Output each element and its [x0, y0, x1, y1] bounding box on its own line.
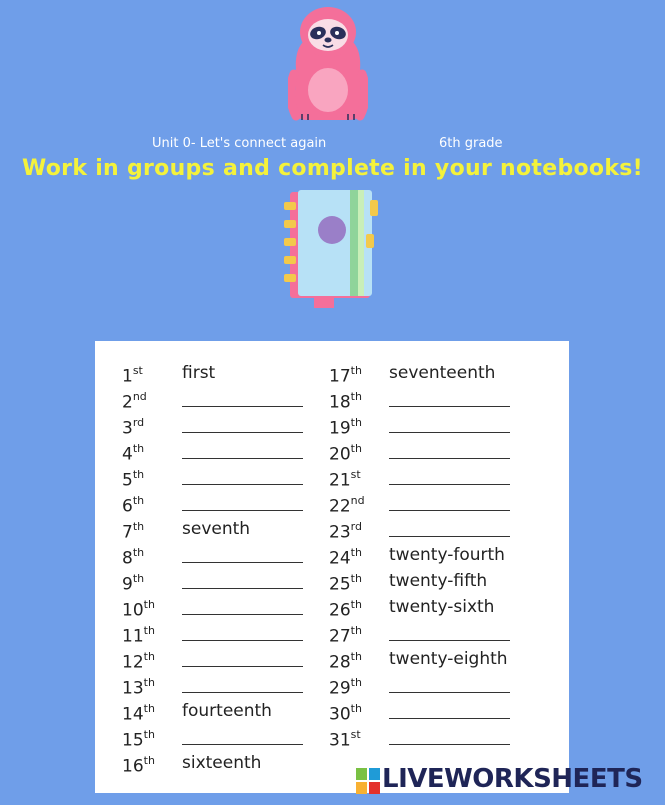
ordinal-number	[329, 677, 362, 699]
answer-blank[interactable]	[389, 406, 510, 407]
answer-blank[interactable]	[389, 510, 510, 511]
ordinal-suffix: th	[132, 572, 145, 585]
ordinal-number	[329, 703, 362, 725]
ordinal-digits: 9	[122, 574, 133, 595]
ordinal-suffix: th	[350, 364, 362, 377]
ordinal-suffix: th	[143, 728, 155, 741]
ordinal-number	[122, 521, 144, 543]
ordinal-suffix: th	[350, 650, 362, 663]
answer-blank[interactable]	[182, 666, 303, 667]
ordinal-row	[326, 671, 556, 697]
ordinal-number	[122, 573, 144, 595]
ordinal-digits: 16	[122, 756, 144, 777]
ordinal-word: twenty-eighth	[389, 649, 508, 669]
answer-blank[interactable]	[182, 614, 303, 615]
ordinal-number	[122, 651, 155, 673]
sloth-illustration	[288, 4, 368, 122]
ordinal-number	[329, 391, 362, 413]
ordinal-word: seventeenth	[389, 363, 496, 383]
ordinal-digits: 26	[329, 600, 351, 621]
ordinal-row	[326, 515, 556, 541]
ordinal-digits: 27	[329, 626, 351, 647]
answer-blank[interactable]	[389, 744, 510, 745]
ordinal-row	[326, 541, 556, 567]
ordinal-row	[119, 463, 349, 489]
ordinal-row	[326, 411, 556, 437]
ordinal-digits: 1	[122, 366, 133, 387]
ordinal-digits: 3	[122, 418, 133, 439]
left-ordinal-column	[119, 359, 349, 775]
ordinal-suffix: th	[132, 494, 145, 507]
ordinal-digits: 13	[122, 678, 144, 699]
instruction-heading: Work in groups and complete in your notebooks!	[21, 156, 643, 181]
ordinal-suffix: th	[132, 442, 145, 455]
ordinal-digits: 2	[122, 392, 133, 413]
ordinal-suffix: th	[350, 442, 362, 455]
ordinal-digits: 21	[329, 470, 351, 491]
ordinal-digits: 20	[329, 444, 351, 465]
ordinal-number	[122, 625, 155, 647]
ordinal-number	[329, 443, 362, 465]
liveworksheets-logo-icon	[356, 768, 380, 794]
ordinal-digits: 4	[122, 444, 133, 465]
ordinal-suffix: th	[350, 598, 362, 611]
answer-blank[interactable]	[182, 432, 303, 433]
ordinal-digits: 18	[329, 392, 351, 413]
ordinal-word: twenty-sixth	[389, 597, 495, 617]
answer-blank[interactable]	[389, 640, 510, 641]
ordinal-number	[122, 391, 147, 413]
ordinal-digits: 7	[122, 522, 133, 543]
answer-blank[interactable]	[389, 536, 510, 537]
notebook-icon	[280, 186, 384, 310]
ordinal-digits: 23	[329, 522, 351, 543]
ordinal-number	[122, 729, 155, 751]
ordinal-suffix: th	[350, 572, 362, 585]
ordinal-suffix: th	[143, 624, 155, 637]
ordinal-row	[326, 697, 556, 723]
ordinal-digits: 24	[329, 548, 351, 569]
ordinal-suffix: th	[143, 598, 155, 611]
ordinal-word: seventh	[182, 519, 251, 539]
ordinal-row	[326, 489, 556, 515]
answer-blank[interactable]	[389, 692, 510, 693]
ordinal-number	[329, 417, 362, 439]
ordinal-row	[119, 619, 349, 645]
answer-blank[interactable]	[182, 510, 303, 511]
ordinal-suffix: nd	[350, 494, 365, 507]
ordinal-suffix: th	[143, 676, 155, 689]
ordinal-digits: 19	[329, 418, 351, 439]
ordinal-row	[119, 515, 349, 541]
ordinal-word: fourteenth	[182, 701, 272, 721]
ordinal-row	[119, 437, 349, 463]
ordinal-row	[119, 723, 349, 749]
ordinal-word: twenty-fifth	[389, 571, 488, 591]
ordinal-digits: 25	[329, 574, 351, 595]
ordinal-suffix: th	[350, 702, 362, 715]
ordinal-number	[329, 651, 362, 673]
ordinal-row	[326, 385, 556, 411]
ordinal-digits: 31	[329, 730, 351, 751]
ordinal-suffix: rd	[132, 416, 145, 429]
answer-blank[interactable]	[182, 562, 303, 563]
ordinal-row	[119, 671, 349, 697]
ordinal-word: first	[182, 363, 216, 383]
answer-blank[interactable]	[389, 484, 510, 485]
ordinal-suffix: rd	[350, 520, 362, 533]
ordinal-suffix: st	[350, 728, 361, 741]
ordinal-digits: 30	[329, 704, 351, 725]
ordinal-suffix: th	[132, 468, 145, 481]
ordinal-suffix: st	[132, 364, 143, 377]
ordinal-number	[329, 469, 361, 491]
answer-blank[interactable]	[182, 640, 303, 641]
ordinal-row	[326, 619, 556, 645]
answer-blank[interactable]	[389, 458, 510, 459]
ordinal-digits: 8	[122, 548, 133, 569]
ordinal-row	[326, 645, 556, 671]
ordinal-digits: 12	[122, 652, 144, 673]
ordinal-digits: 28	[329, 652, 351, 673]
ordinal-digits: 15	[122, 730, 144, 751]
ordinal-digits: 10	[122, 600, 144, 621]
ordinal-digits: 17	[329, 366, 351, 387]
ordinal-digits: 5	[122, 470, 133, 491]
ordinal-suffix: th	[143, 754, 155, 767]
ordinal-number	[122, 599, 155, 621]
ordinal-suffix: th	[350, 416, 362, 429]
ordinal-suffix: th	[350, 624, 362, 637]
liveworksheets-logo-text: LIVEWORKSHEETS	[382, 764, 643, 794]
ordinal-suffix: th	[143, 650, 155, 663]
ordinal-number	[329, 729, 361, 751]
answer-blank[interactable]	[389, 432, 510, 433]
ordinal-number	[122, 443, 144, 465]
ordinal-suffix: st	[350, 468, 361, 481]
ordinal-number	[122, 417, 144, 439]
ordinal-row	[326, 593, 556, 619]
ordinal-row	[119, 645, 349, 671]
ordinal-word: twenty-fourth	[389, 545, 505, 565]
ordinal-row	[119, 541, 349, 567]
ordinal-row	[119, 359, 349, 385]
ordinal-suffix: th	[350, 390, 362, 403]
ordinal-number	[329, 625, 362, 647]
ordinal-row	[326, 359, 556, 385]
ordinal-numbers-worksheet	[95, 341, 569, 793]
ordinal-number	[122, 547, 144, 569]
ordinal-suffix: th	[132, 546, 145, 559]
answer-blank[interactable]	[182, 406, 303, 407]
ordinal-row	[326, 567, 556, 593]
ordinal-number	[329, 365, 362, 387]
ordinal-number	[122, 365, 143, 387]
ordinal-suffix: nd	[132, 390, 147, 403]
ordinal-row	[119, 567, 349, 593]
ordinal-number	[329, 599, 362, 621]
answer-blank[interactable]	[182, 744, 303, 745]
ordinal-number	[122, 755, 155, 777]
grade-label: 6th grade	[439, 136, 503, 151]
ordinal-digits: 14	[122, 704, 144, 725]
ordinal-row	[119, 593, 349, 619]
ordinal-number	[329, 573, 362, 595]
right-ordinal-column	[326, 359, 556, 749]
ordinal-row	[119, 411, 349, 437]
ordinal-digits: 29	[329, 678, 351, 699]
ordinal-row	[119, 385, 349, 411]
ordinal-row	[119, 749, 349, 775]
ordinal-row	[119, 697, 349, 723]
ordinal-number	[122, 469, 144, 491]
ordinal-row	[119, 489, 349, 515]
ordinal-word: sixteenth	[182, 753, 262, 773]
answer-blank[interactable]	[182, 692, 303, 693]
ordinal-number	[122, 703, 155, 725]
answer-blank[interactable]	[182, 484, 303, 485]
ordinal-number	[329, 495, 365, 517]
ordinal-number	[122, 677, 155, 699]
ordinal-suffix: th	[350, 546, 362, 559]
answer-blank[interactable]	[182, 588, 303, 589]
ordinal-digits: 11	[122, 626, 144, 647]
answer-blank[interactable]	[389, 718, 510, 719]
unit-label: Unit 0- Let's connect again	[152, 136, 327, 151]
ordinal-row	[326, 723, 556, 749]
ordinal-suffix: th	[350, 676, 362, 689]
ordinal-number	[329, 521, 362, 543]
ordinal-number	[329, 547, 362, 569]
ordinal-suffix: th	[132, 520, 145, 533]
subheader	[0, 136, 665, 154]
answer-blank[interactable]	[182, 458, 303, 459]
ordinal-row	[326, 463, 556, 489]
ordinal-row	[326, 437, 556, 463]
ordinal-suffix: th	[143, 702, 155, 715]
ordinal-digits: 22	[329, 496, 351, 517]
ordinal-number	[122, 495, 144, 517]
ordinal-digits: 6	[122, 496, 133, 517]
